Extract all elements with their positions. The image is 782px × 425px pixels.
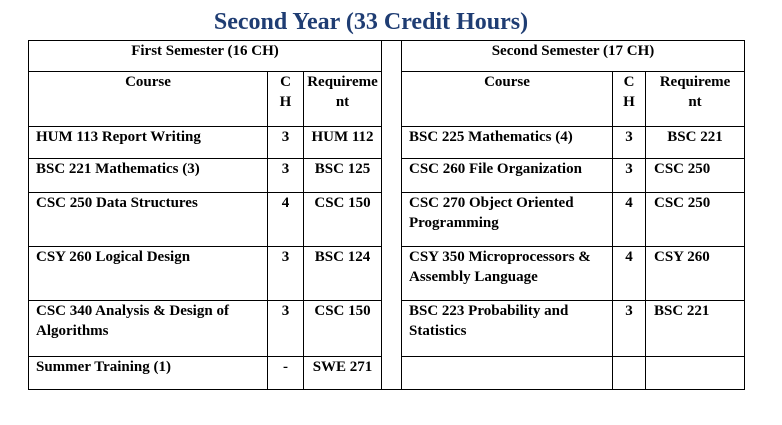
req-cell: BSC 125 [304, 159, 382, 193]
ch-cell: 4 [613, 247, 646, 301]
page-title: Second Year (33 Credit Hours) [213, 9, 529, 35]
req-cell: BSC 124 [304, 247, 382, 301]
ch-cell: 4 [613, 193, 646, 247]
course-cell [402, 357, 613, 390]
req-cell: SWE 271 [304, 357, 382, 390]
course-cell: BSC 221 Mathematics (3) [29, 159, 268, 193]
first-ch-header: C H [268, 72, 304, 127]
second-ch-header: C H [613, 72, 646, 127]
req-cell: HUM 112 [304, 127, 382, 159]
course-cell: BSC 223 Probability and Statistics [402, 301, 613, 357]
first-course-header: Course [29, 72, 268, 127]
semester-header-row [29, 41, 745, 72]
ch-cell: 3 [613, 159, 646, 193]
req-cell: CSC 150 [304, 193, 382, 247]
ch-cell: 3 [268, 127, 304, 159]
course-cell: CSC 340 Analysis & Design of Algorithms [29, 301, 268, 357]
req-cell [646, 357, 745, 390]
second-semester-heading: Second Semester (17 CH) [402, 41, 745, 72]
ch-cell: 4 [268, 193, 304, 247]
first-semester-heading: First Semester (16 CH) [29, 41, 382, 72]
course-cell: Summer Training (1) [29, 357, 268, 390]
ch-cell: 3 [268, 247, 304, 301]
course-cell: CSY 350 Microprocessors & Assembly Language [402, 247, 613, 301]
second-req-header: Requireme nt [646, 72, 745, 127]
req-cell: CSC 250 [646, 193, 745, 247]
course-cell: BSC 225 Mathematics (4) [402, 127, 613, 159]
course-schedule-table [28, 40, 745, 390]
semester-divider [382, 41, 402, 390]
ch-cell: 3 [268, 159, 304, 193]
ch-cell: 3 [268, 301, 304, 357]
course-cell: HUM 113 Report Writing [29, 127, 268, 159]
course-cell: CSC 270 Object Oriented Programming [402, 193, 613, 247]
ch-cell: 3 [613, 301, 646, 357]
req-cell: BSC 221 [646, 301, 745, 357]
req-cell: CSC 250 [646, 159, 745, 193]
course-cell: CSC 250 Data Structures [29, 193, 268, 247]
ch-cell: 3 [613, 127, 646, 159]
ch-cell [613, 357, 646, 390]
req-cell: CSC 150 [304, 301, 382, 357]
first-req-header: Requireme nt [304, 72, 382, 127]
req-cell: BSC 221 [646, 127, 745, 159]
course-cell: CSC 260 File Organization [402, 159, 613, 193]
req-cell: CSY 260 [646, 247, 745, 301]
second-course-header: Course [402, 72, 613, 127]
course-cell: CSY 260 Logical Design [29, 247, 268, 301]
ch-cell: - [268, 357, 304, 390]
